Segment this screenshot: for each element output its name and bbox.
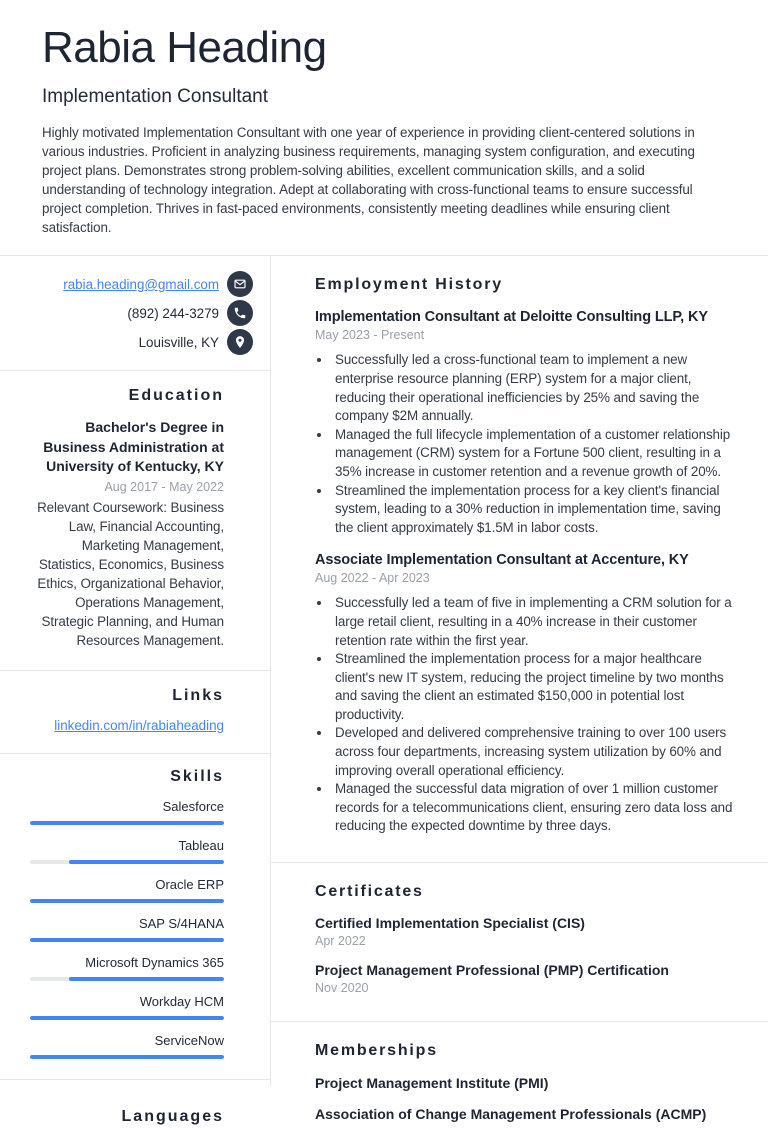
job-bullet: • Streamlined the implementation process for a major healthcare client's new IT system, reducing the project timeline by two months and saving the client an estimated $150,000 in potential lost productivity.: [332, 650, 736, 724]
candidate-job-title: Implementation Consultant: [42, 86, 269, 108]
certificate-date: Nov 2020: [315, 981, 369, 996]
skill-label: Oracle ERP: [155, 876, 224, 892]
skill-item-sap: [30, 916, 224, 942]
location-pin-icon: [227, 329, 253, 355]
education-heading: Education: [128, 387, 224, 405]
job-bullet: • Streamlined the implementation process for a key client's financial system, leading to a 30% reduction in implementation time, saving the client approximately $1.5M in labor costs.: [332, 482, 736, 538]
phone-number: (892) 244-3279: [127, 305, 219, 321]
job-bullet-list: [315, 351, 736, 537]
candidate-name: Rabia Heading: [42, 23, 327, 72]
job-dates: May 2023 - Present: [315, 328, 425, 343]
skill-bar-fill: [30, 899, 224, 903]
skill-item-salesforce: [30, 799, 224, 825]
links-heading: Links: [172, 686, 224, 704]
skill-label: Tableau: [178, 837, 224, 853]
job-bullet-list: [315, 594, 736, 836]
certificate-title: Certified Implementation Specialist (CIS): [315, 915, 585, 932]
education-dates: Aug 2017 - May 2022: [104, 479, 224, 494]
skill-item-workday: [30, 994, 224, 1020]
email-icon: [227, 271, 253, 297]
link-item: [30, 718, 224, 733]
education-degree: Bachelor's Degree in Business Administration at University of Kentucky, KY: [43, 419, 224, 475]
employment-history-section: [271, 256, 768, 863]
employment-history-heading: Employment History: [315, 276, 503, 294]
job-dates: Aug 2022 - Apr 2023: [315, 571, 430, 586]
job-title: Associate Implementation Consultant at Accenture, KY: [315, 552, 689, 569]
skill-bar-track: [30, 821, 224, 825]
links-section: [0, 671, 270, 754]
membership-item: Association of Change Management Professionals (ACMP): [315, 1106, 707, 1123]
linkedin-link[interactable]: linkedin.com/in/rabiaheading: [54, 717, 224, 733]
skill-bar-track: [30, 1016, 224, 1020]
skill-label: SAP S/4HANA: [138, 915, 224, 931]
skills-heading: Skills: [170, 767, 224, 785]
skill-bar-fill: [30, 1055, 224, 1059]
languages-section: [0, 1080, 270, 1146]
certificate-title: Project Management Professional (PMP) Certification: [315, 962, 669, 979]
memberships-section: [271, 1022, 768, 1148]
skill-bar-track: [30, 1055, 224, 1059]
job-bullet: • Developed and delivered comprehensive training to over 100 users across four departments, increasing system utilization by 60% and improving overall operational efficiency.: [332, 724, 736, 780]
skill-label: Salesforce: [162, 798, 224, 814]
contact-row-email: [20, 271, 253, 297]
skill-bar-track: [30, 938, 224, 942]
education-section: [0, 371, 270, 671]
skill-bar-fill: [69, 860, 224, 864]
skill-bar-track: [30, 860, 224, 864]
resume-body: [0, 256, 768, 1125]
skill-label: Workday HCM: [139, 993, 224, 1009]
contact-row-location: [20, 329, 253, 355]
job-title: Implementation Consultant at Deloitte Consulting LLP, KY: [315, 309, 708, 326]
job-entry-deloitte: [315, 309, 736, 537]
job-bullet: • Successfully led a cross-functional team to implement a new enterprise resource planning (ERP) system for a major client, reducing their operational inefficiencies by 25% and saving the company $2M annually.: [332, 351, 736, 425]
skill-bar-track: [30, 977, 224, 981]
skill-bar-fill: [30, 1016, 224, 1020]
education-coursework: Relevant Coursework: Business Law, Financial Accounting, Marketing Management, Statistics, Economics, Business Ethics, Organizational Behavior, Operations Management, Strategic Planning, and Human Resources Management.: [37, 499, 224, 648]
membership-item: Project Management Institute (PMI): [315, 1075, 549, 1092]
skill-bar-fill: [69, 977, 224, 981]
languages-heading: Languages: [121, 1107, 224, 1125]
profile-summary: Highly motivated Implementation Consultant with one year of experience in providing client-centered solutions in various industries. Proficient in analyzing business requirements, managing system configuration, and executing project plans. Demonstrates strong problem-solving abilities, excellent communication skills, and a solid understanding of technology integration. Adept at collaborating with cross-functional teams to ensure successful project completion. Thrives in fast-paced environments, consistently meeting deadlines while ensuring client satisfaction.: [42, 125, 695, 236]
job-bullet: • Managed the full lifecycle implementation of a customer relationship management (CRM) system for a Fortune 500 client, resulting in a 35% increase in customer retention and a revenue growth of 20%.: [332, 426, 736, 482]
contact-section: [0, 256, 270, 371]
skill-item-tableau: [30, 838, 224, 864]
certificate-date: Apr 2022: [315, 934, 366, 949]
job-entry-accenture: [315, 552, 736, 836]
memberships-heading: Memberships: [315, 1042, 438, 1060]
certificate-item: [315, 962, 736, 995]
certificates-heading: Certificates: [315, 883, 424, 901]
skill-bar-fill: [30, 821, 224, 825]
main-column: [271, 256, 768, 1123]
email-link[interactable]: rabia.heading@gmail.com: [63, 276, 219, 292]
certificates-section: [271, 863, 768, 1022]
resume-header: [0, 0, 768, 256]
skill-label: ServiceNow: [154, 1032, 224, 1048]
contact-row-phone: [20, 300, 253, 326]
skill-item-ms-dynamics: [30, 955, 224, 981]
location-text: Louisville, KY: [138, 334, 219, 350]
job-bullet: • Successfully led a team of five in implementing a CRM solution for a large retail client, resulting in a 40% increase in their customer retention rate within the first year.: [332, 594, 736, 650]
skill-label: Microsoft Dynamics 365: [85, 954, 224, 970]
skill-item-oracle-erp: [30, 877, 224, 903]
skills-section: [0, 754, 270, 1080]
certificate-item: [315, 915, 736, 948]
skill-bar-fill: [30, 938, 224, 942]
phone-icon: [227, 300, 253, 326]
skill-item-servicenow: [30, 1033, 224, 1059]
skill-bar-track: [30, 899, 224, 903]
sidebar: [0, 256, 271, 1125]
job-bullet: • Managed the successful data migration of over 1 million customer records for a telecommunications client, ensuring zero data loss and reducing the expected downtime by three days.: [332, 780, 736, 836]
